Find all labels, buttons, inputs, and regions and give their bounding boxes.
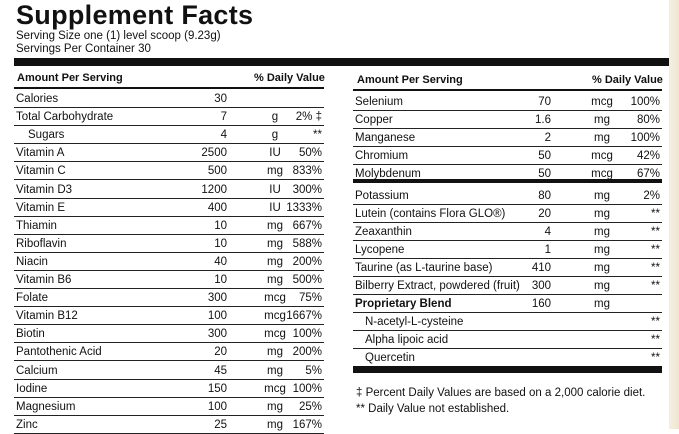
nutrient-name: Alpha lipoic acid <box>365 334 449 347</box>
footnote-not-established: ** Daily Value not established. <box>356 403 510 415</box>
nutrient-amount: 1.6 <box>535 114 551 127</box>
nutrient-amount: 25 <box>214 418 227 431</box>
nutrient-daily-value: 833% <box>292 165 322 178</box>
right-header-rule <box>353 89 662 91</box>
nutrient-name: Iodine <box>16 382 48 395</box>
nutrient-amount: 4 <box>220 129 227 142</box>
nutrient-row <box>353 93 662 111</box>
nutrient-unit: g <box>271 129 279 142</box>
nutrient-name: Proprietary Blend <box>355 298 452 311</box>
nutrient-unit: mg <box>594 261 610 274</box>
nutrient-row <box>353 205 662 223</box>
nutrient-row <box>14 108 324 126</box>
nutrient-daily-value: 75% <box>298 292 322 305</box>
nutrient-daily-value: ** <box>651 280 660 292</box>
nutrient-name: Vitamin E <box>16 201 66 214</box>
nutrient-name: Quercetin <box>365 352 415 365</box>
nutrient-row <box>353 165 662 183</box>
nutrient-amount: 80 <box>538 189 551 202</box>
serving-size: Serving Size one (1) level scoop (9.23g) <box>16 30 221 42</box>
nutrient-daily-value: ** <box>651 225 660 238</box>
nutrient-name: Folate <box>16 292 48 305</box>
nutrient-daily-value: ** <box>313 129 322 142</box>
nutrient-daily-value: 5% <box>305 364 322 377</box>
nutrient-row <box>14 162 324 180</box>
nutrient-name: Vitamin B12 <box>16 310 78 323</box>
nutrient-amount: 20 <box>538 207 551 220</box>
nutrient-daily-value: 25% <box>298 400 322 413</box>
nutrient-unit: mcg <box>264 310 286 323</box>
nutrient-daily-value: 667% <box>292 219 322 232</box>
nutrient-row <box>353 331 662 349</box>
nutrient-unit: mg <box>594 207 610 220</box>
right-header-amount: Amount Per Serving <box>357 74 463 86</box>
nutrient-unit: mcg <box>591 150 613 163</box>
nutrient-row <box>353 223 662 241</box>
left-header-dv: % Daily Value <box>254 72 325 84</box>
nutrient-amount: 500 <box>207 165 227 178</box>
nutrient-daily-value: ** <box>651 261 660 274</box>
nutrient-row <box>14 343 324 361</box>
nutrient-name: Taurine (as L-taurine base) <box>355 261 493 274</box>
nutrient-row <box>14 199 324 217</box>
nutrient-daily-value: 2% <box>643 189 660 202</box>
servings-per-container: Servings Per Container 30 <box>16 43 151 55</box>
nutrient-daily-value: ** <box>651 207 660 220</box>
nutrient-daily-value: 100% <box>630 96 660 108</box>
nutrient-amount: 30 <box>214 93 227 105</box>
nutrient-name: Potassium <box>355 189 409 202</box>
nutrient-unit: mg <box>594 114 610 127</box>
nutrient-daily-value: 1667% <box>286 310 322 323</box>
nutrient-row <box>14 325 324 343</box>
nutrient-row <box>353 129 662 147</box>
nutrient-name: Bilberry Extract, powdered (fruit) <box>355 280 520 292</box>
nutrient-unit: mg <box>267 237 283 250</box>
nutrient-unit: mcg <box>264 292 286 305</box>
nutrient-row <box>14 217 324 235</box>
nutrient-daily-value: 67% <box>636 168 660 181</box>
nutrient-unit: mg <box>267 364 283 377</box>
nutrient-amount: 1200 <box>201 183 227 196</box>
left-header-rule <box>14 87 324 89</box>
nutrient-row <box>353 259 662 277</box>
nutrient-row <box>14 181 324 199</box>
page-edge <box>669 0 679 429</box>
nutrient-row <box>14 144 324 162</box>
nutrient-unit: mg <box>594 280 610 292</box>
nutrient-daily-value: 300% <box>292 183 322 196</box>
footnote-percent: ‡ Percent Daily Values are based on a 2,000 calorie diet. <box>356 387 646 399</box>
nutrient-name: Selenium <box>355 96 403 108</box>
nutrient-row <box>353 147 662 165</box>
nutrient-amount: 410 <box>531 261 551 274</box>
nutrient-daily-value: 42% <box>636 150 660 163</box>
nutrient-unit: mcg <box>591 96 613 108</box>
nutrient-amount: 50 <box>538 168 551 181</box>
nutrient-name: Copper <box>355 114 393 127</box>
nutrient-row <box>353 241 662 259</box>
nutrient-daily-value: 100% <box>292 382 322 395</box>
nutrient-unit: g <box>271 111 279 124</box>
nutrient-daily-value: 50% <box>298 147 322 160</box>
nutrient-name: N-acetyl-L-cysteine <box>365 316 464 329</box>
nutrient-daily-value: 588% <box>292 237 322 250</box>
nutrient-daily-value: ** <box>651 352 660 365</box>
nutrient-row <box>14 126 324 144</box>
nutrient-row <box>14 235 324 253</box>
nutrient-name: Magnesium <box>16 400 76 413</box>
nutrient-unit: mcg <box>264 382 286 395</box>
nutrient-unit: mcg <box>264 328 286 341</box>
nutrient-unit: mg <box>267 165 283 178</box>
nutrient-name: Total Carbohydrate <box>16 111 114 124</box>
nutrient-unit: mg <box>594 189 610 202</box>
nutrient-name: Calories <box>16 93 59 105</box>
panel-title: Supplement Facts <box>16 0 254 30</box>
nutrient-row <box>14 90 324 108</box>
nutrient-row <box>353 313 662 331</box>
left-header-amount: Amount Per Serving <box>17 72 123 84</box>
nutrient-name: Vitamin A <box>16 147 65 160</box>
nutrient-name: Lycopene <box>355 243 405 256</box>
nutrient-amount: 10 <box>214 219 227 232</box>
right-bottom-rule <box>353 366 662 373</box>
nutrient-row <box>14 271 324 289</box>
nutrient-name: Zinc <box>16 418 38 431</box>
nutrient-unit: IU <box>269 201 281 214</box>
nutrient-amount: 400 <box>207 201 227 214</box>
nutrient-daily-value: ** <box>651 316 660 329</box>
nutrient-unit: mg <box>594 243 610 256</box>
nutrient-daily-value: 80% <box>636 114 660 127</box>
nutrient-amount: 4 <box>544 225 551 238</box>
nutrient-name: Riboflavin <box>16 237 67 250</box>
nutrient-unit: mg <box>594 225 610 238</box>
nutrient-name: Vitamin C <box>16 165 66 178</box>
nutrient-amount: 1 <box>544 243 551 256</box>
nutrient-unit: mg <box>267 400 283 413</box>
top-thick-rule <box>14 58 669 66</box>
nutrient-amount: 20 <box>214 346 227 359</box>
nutrient-name: Sugars <box>28 129 65 142</box>
nutrient-name: Vitamin B6 <box>16 274 72 286</box>
nutrient-amount: 300 <box>207 292 227 305</box>
nutrient-amount: 2 <box>544 132 551 145</box>
nutrient-name: Zeaxanthin <box>355 225 412 238</box>
nutrient-daily-value: 500% <box>292 274 322 286</box>
nutrient-amount: 150 <box>207 382 227 395</box>
nutrient-row <box>14 253 324 271</box>
nutrient-name: Biotin <box>16 328 45 341</box>
nutrient-row <box>353 111 662 129</box>
nutrient-unit: mg <box>267 274 283 286</box>
nutrient-unit: mg <box>267 346 283 359</box>
nutrient-amount: 160 <box>531 298 551 311</box>
nutrient-amount: 10 <box>214 274 227 286</box>
nutrient-daily-value: 167% <box>292 418 322 431</box>
nutrient-name: Thiamin <box>16 219 57 232</box>
nutrient-amount: 70 <box>538 96 551 108</box>
nutrient-unit: IU <box>269 183 281 196</box>
nutrient-name: Manganese <box>355 132 416 145</box>
nutrient-row <box>353 349 662 367</box>
nutrient-daily-value: 2% ‡ <box>295 111 322 124</box>
nutrient-amount: 10 <box>214 237 227 250</box>
nutrient-unit: IU <box>269 147 281 160</box>
nutrient-amount: 45 <box>214 364 227 377</box>
nutrient-row <box>14 362 324 380</box>
nutrient-daily-value: 200% <box>292 255 322 268</box>
nutrient-name: Calcium <box>16 364 58 377</box>
nutrient-unit: mg <box>594 132 610 145</box>
nutrient-row <box>14 307 324 325</box>
nutrient-row <box>353 295 662 313</box>
nutrient-name: Pantothenic Acid <box>16 346 102 359</box>
nutrient-daily-value: 1333% <box>286 201 322 214</box>
nutrient-amount: 7 <box>220 111 227 124</box>
nutrient-daily-value: 200% <box>292 346 322 359</box>
nutrient-daily-value: ** <box>651 334 660 347</box>
nutrient-name: Chromium <box>355 150 409 163</box>
nutrient-amount: 100 <box>207 400 227 413</box>
nutrient-amount: 100 <box>207 310 227 323</box>
nutrient-row <box>353 187 662 205</box>
serving-info <box>16 30 221 56</box>
nutrient-amount: 2500 <box>201 147 227 160</box>
nutrient-row <box>14 289 324 307</box>
nutrient-unit: mcg <box>591 168 613 181</box>
nutrient-unit: mg <box>267 255 283 268</box>
nutrient-daily-value: ** <box>651 243 660 256</box>
right-header-dv: % Daily Value <box>592 74 663 86</box>
nutrient-row <box>14 398 324 416</box>
nutrient-name: Vitamin D3 <box>16 183 73 196</box>
nutrient-name: Niacin <box>16 255 48 268</box>
nutrient-unit: mg <box>594 298 610 311</box>
nutrient-unit: mg <box>267 219 283 232</box>
nutrient-name: Molybdenum <box>355 168 421 181</box>
nutrient-daily-value: 100% <box>292 328 322 341</box>
nutrient-daily-value: 100% <box>630 132 660 145</box>
nutrient-amount: 300 <box>207 328 227 341</box>
nutrient-amount: 300 <box>531 280 551 292</box>
nutrient-amount: 40 <box>214 255 227 268</box>
nutrient-unit: mg <box>267 418 283 431</box>
nutrient-amount: 50 <box>538 150 551 163</box>
nutrient-row <box>14 380 324 398</box>
nutrient-name: Lutein (contains Flora GLO®) <box>355 207 506 220</box>
nutrient-row <box>14 416 324 434</box>
nutrient-row <box>353 277 662 295</box>
